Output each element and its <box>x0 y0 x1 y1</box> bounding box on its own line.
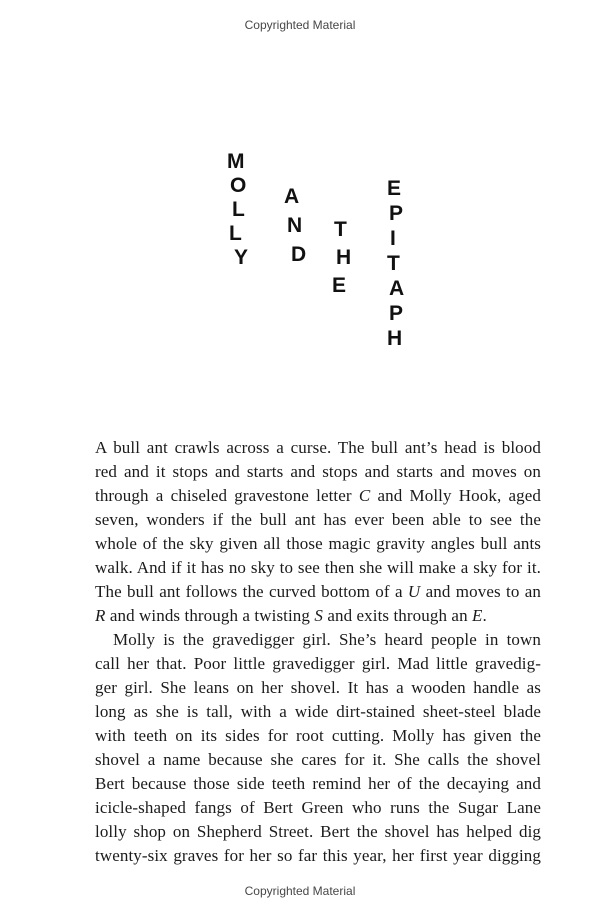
title-letter: I <box>390 227 396 250</box>
text-line <box>95 796 541 820</box>
text-segment: . <box>482 606 487 625</box>
body-text <box>95 436 541 868</box>
text-segment: and moves to an <box>420 582 541 601</box>
text-line <box>95 820 541 844</box>
italic-letter: S <box>314 606 323 625</box>
text-segment: shovel a name because she cares for it. She calls the shovel <box>95 750 541 769</box>
text-segment: and winds through a twisting <box>105 606 315 625</box>
title-letter: H <box>387 327 403 350</box>
text-segment: walk. And if it has no sky to see then she will make a sky for it. <box>95 558 541 577</box>
text-segment: call her that. Poor little gravedigger girl. Mad little gravedig- <box>95 654 541 673</box>
title-letter: L <box>229 222 242 245</box>
title-letter: O <box>230 174 247 197</box>
title-letter: E <box>387 177 402 200</box>
title-letter: E <box>332 274 347 297</box>
copyright-banner-top: Copyrighted Material <box>244 18 356 32</box>
text-segment: lolly shop on Shepherd Street. Bert the shovel has helped dig <box>95 822 541 841</box>
title-word-the <box>332 216 352 300</box>
text-segment: A bull ant crawls across a curse. The bull ant’s head is blood <box>95 438 541 457</box>
text-segment: twenty-six graves for her so far this year, her first year digging <box>95 846 541 865</box>
title-letter: P <box>389 202 404 225</box>
text-line <box>95 556 541 580</box>
italic-letter: E <box>472 606 483 625</box>
text-segment: ger girl. She leans on her shovel. It has a wooden handle as <box>95 678 541 697</box>
text-line <box>95 460 541 484</box>
copyright-banner-bottom: Copyrighted Material <box>244 884 356 898</box>
text-line <box>95 844 541 868</box>
text-segment: whole of the sky given all those magic gravity angles bull ants <box>95 534 541 553</box>
title-letter: A <box>284 185 300 208</box>
title-word-epitaph <box>387 176 405 351</box>
title-letter: T <box>387 252 400 275</box>
text-line <box>95 652 541 676</box>
italic-letter: C <box>358 486 371 505</box>
title-letter: D <box>291 243 307 266</box>
text-segment: Bert because those side teeth remind her of the decaying and <box>95 774 541 793</box>
text-line <box>95 532 541 556</box>
title-word-molly <box>227 150 249 270</box>
text-segment: Molly is the gravedigger girl. She’s heard people in town <box>113 630 541 649</box>
text-line <box>95 484 541 508</box>
text-segment: seven, wonders if the bull ant has ever been able to see the <box>95 510 541 529</box>
text-line <box>95 580 541 604</box>
text-line <box>95 772 541 796</box>
title-letter: M <box>227 150 245 173</box>
text-line <box>95 748 541 772</box>
title-word-and <box>284 182 307 269</box>
text-line <box>95 724 541 748</box>
text-segment: and Molly Hook, aged <box>370 486 542 505</box>
text-line <box>95 676 541 700</box>
chapter-title <box>0 0 600 380</box>
text-segment: icicle-shaped fangs of Bert Green who runs the Sugar Lane <box>95 798 541 817</box>
title-letter: L <box>232 198 245 221</box>
text-line <box>95 700 541 724</box>
italic-letter: U <box>407 582 421 601</box>
text-segment: red and it stops and starts and stops and starts and moves on <box>95 462 541 481</box>
text-segment: and exits through an <box>322 606 473 625</box>
text-segment: long as she is tall, with a wide dirt-stained sheet-steel blade <box>95 702 541 721</box>
text-line <box>95 436 541 460</box>
text-segment: with teeth on its sides for root cutting. Molly has given the <box>95 726 541 745</box>
title-letter: Y <box>234 246 249 269</box>
italic-letter: R <box>95 606 106 625</box>
text-line <box>95 628 541 652</box>
text-line <box>95 604 541 628</box>
title-letter: N <box>287 214 303 237</box>
text-segment: through a chiseled gravestone letter <box>95 486 359 505</box>
title-letter: P <box>389 302 404 325</box>
title-letter: A <box>389 277 405 300</box>
text-segment: The bull ant follows the curved bottom of a <box>95 582 408 601</box>
text-line <box>95 508 541 532</box>
title-letter: H <box>336 246 352 269</box>
title-letter: T <box>334 218 347 241</box>
